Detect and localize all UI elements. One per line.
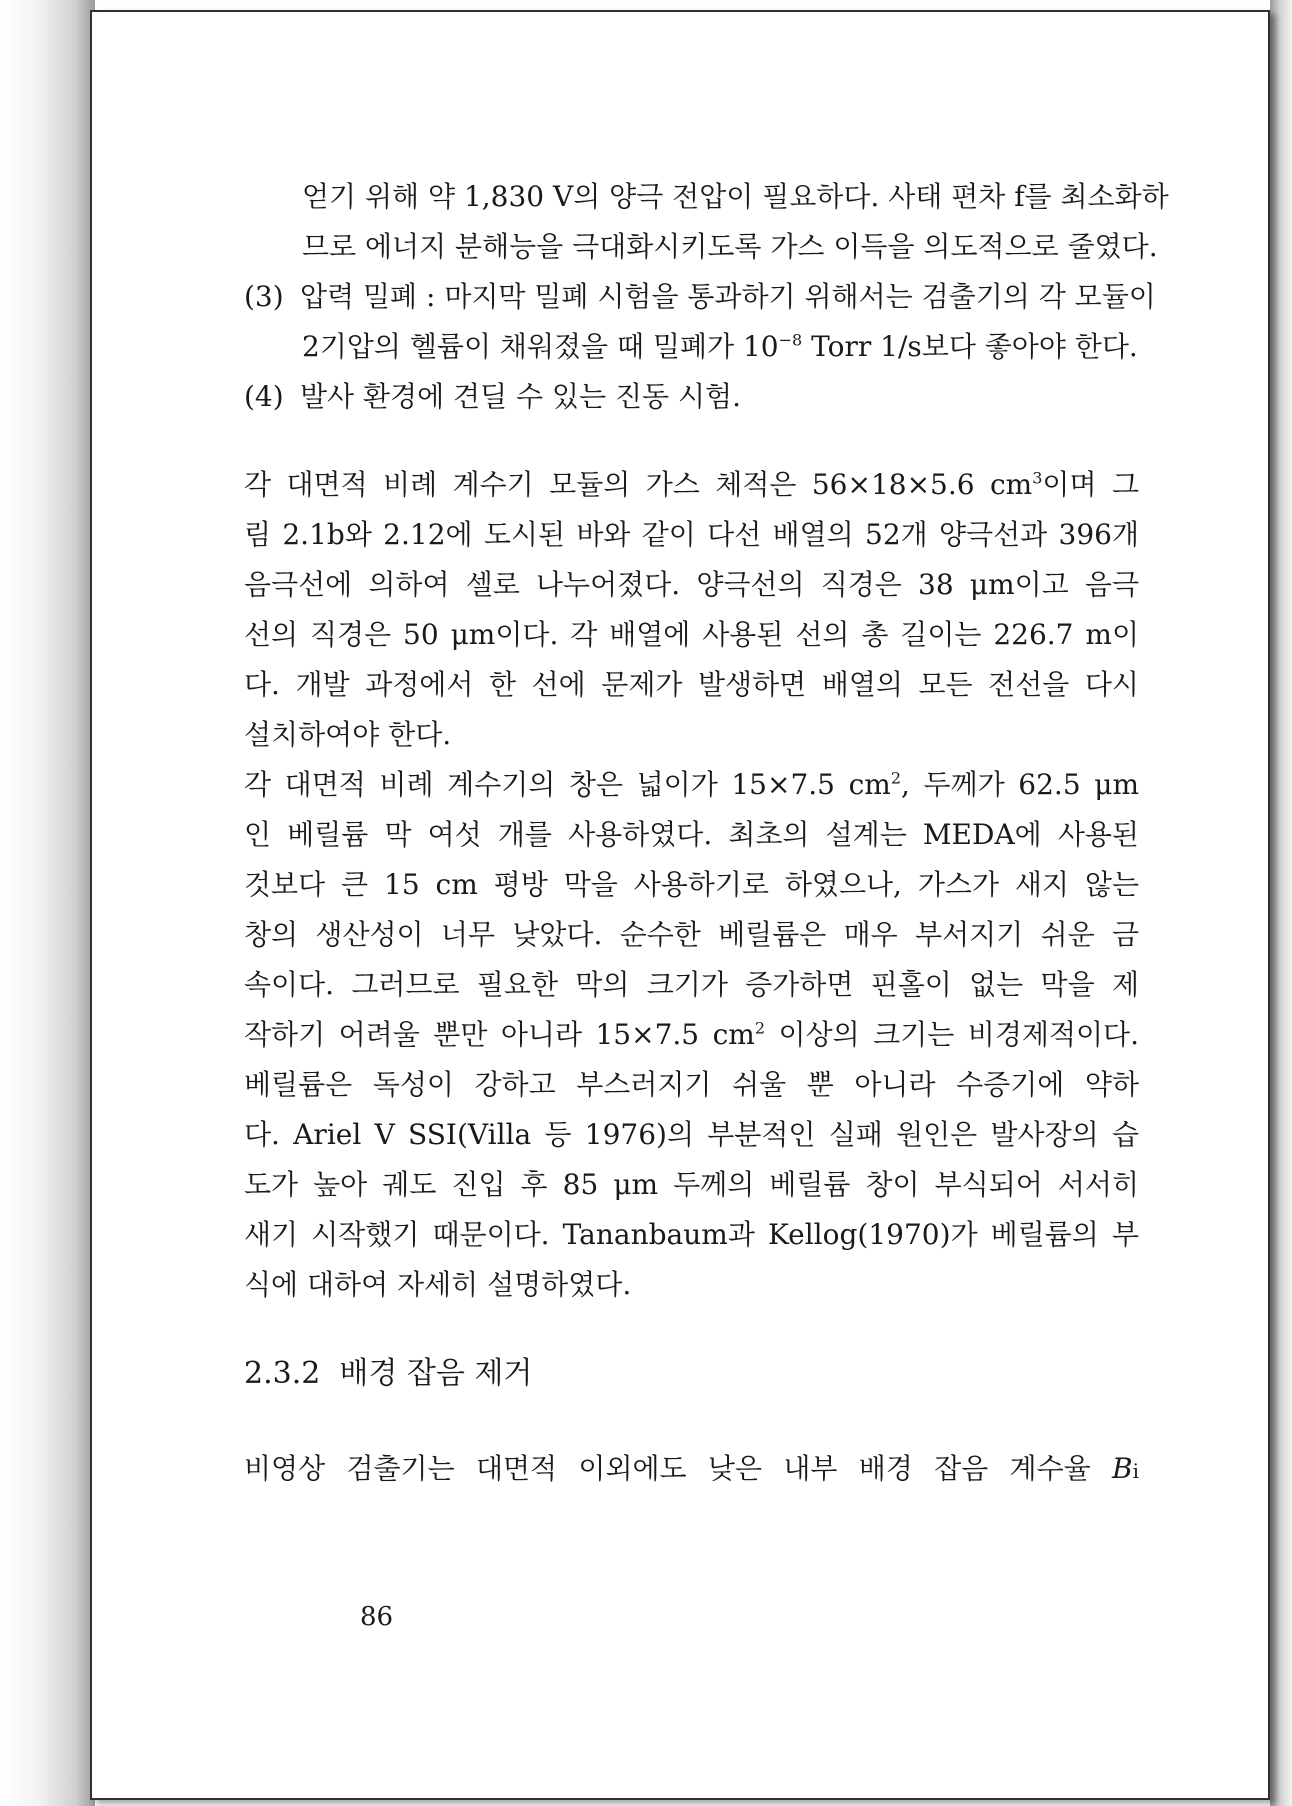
paragraph-2-line-1 [244,760,1139,810]
section-title: 배경 잡음 제거 [339,1356,533,1391]
paragraph-2-line-4: 창의 생산성이 너무 낮았다. 순수한 베릴륨은 매우 부서지기 쉬운 금 [244,918,1139,951]
paragraph-4-line-1 [244,1444,1139,1494]
exponent: 3 [1032,468,1043,488]
paragraph-1-text-b: 이며 그 [1042,468,1139,501]
list-item-3-line-2 [244,322,1139,372]
paragraph-2-text-c: 작하기 어려울 뿐만 아니라 15×7.5 cm [244,1018,755,1051]
paragraph-2-line-5: 속이다. 그러므로 필요한 막의 크기가 증가하면 핀홀이 없는 막을 제 [244,968,1139,1001]
paragraph-4-text: 비영상 검출기는 대면적 이외에도 낮은 내부 배경 잡음 계수율 [244,1452,1113,1485]
paragraph-gap [244,422,1139,460]
book-page [90,10,1270,1800]
paragraph-1-line-6: 설치하여야 한다. [244,718,452,751]
list-item-3-number: (3) [244,280,284,313]
list-item-3-line-1 [244,272,1156,322]
exponent: 2 [754,1018,766,1038]
list-continuation-line-2: 므로 에너지 분해능을 극대화시키도록 가스 이득을 의도적으로 줄였다. [302,230,1158,263]
page-stack-right-edge [1270,0,1292,1806]
paragraph-3-line-1: 베릴륨은 독성이 강하고 부스러지기 쉬울 뿐 아니라 수증기에 약하 [244,1068,1139,1101]
paragraph-2-line-6 [244,1010,1139,1060]
paragraph-2-line-2: 인 베릴륨 막 여섯 개를 사용하였다. 최초의 설계는 MEDA에 사용된 [244,818,1139,851]
section-heading [244,1344,1139,1404]
paragraph-2-text-d: 이상의 크기는 비경제적이다. [765,1018,1139,1051]
paragraph-1-line-1 [244,460,1139,510]
list-item-4 [244,372,1139,422]
subscript: i [1132,1459,1139,1483]
paragraph-1-line-4: 선의 직경은 50 μm이다. 각 배열에 사용된 선의 총 길이는 226.7 m이 [244,618,1139,651]
list-item-3-text-3: Torr 1/s보다 좋아야 한다. [802,330,1138,363]
paragraph-1-line-2: 림 2.1b와 2.12에 도시된 바와 같이 다선 배열의 52개 양극선과 396개 [244,518,1139,551]
section-number: 2.3.2 [244,1356,321,1391]
paragraph-3-line-3: 도가 높아 궤도 진입 후 85 μm 두께의 베릴륨 창이 부식되어 서서히 [244,1168,1139,1201]
variable-b: B [1112,1452,1133,1485]
list-item-3-text-2: 2기압의 헬륨이 채워졌을 때 밀폐가 10 [302,330,779,363]
paragraph-3-line-4: 새기 시작했기 때문이다. Tananbaum과 Kellog(1970)가 베릴륨의 부 [244,1218,1139,1251]
exponent: −8 [778,330,803,350]
paragraph-1-text: 각 대면적 비례 계수기 모듈의 가스 체적은 56×18×5.6 cm [244,468,1033,501]
list-item-3-text: 압력 밀폐 : 마지막 밀폐 시험을 통과하기 위해서는 검출기의 각 모듈이 [300,280,1156,313]
paragraph-2-line-3: 것보다 큰 15 cm 평방 막을 사용하기로 하였으나, 가스가 새지 않는 [244,868,1139,901]
paragraph-2-text: 각 대면적 비례 계수기의 창은 넓이가 15×7.5 cm [244,768,891,801]
paragraph-3-line-2: 다. Ariel V SSI(Villa 등 1976)의 부분적인 실패 원인은 발사장의 습 [244,1118,1139,1151]
exponent: 2 [890,768,902,788]
list-item-4-number: (4) [244,380,284,413]
list-continuation-line-1: 얻기 위해 약 1,830 V의 양극 전압이 필요하다. 사태 편차 f를 최소화하 [302,180,1169,213]
paragraph-1-line-3: 음극선에 의하여 셀로 나누어졌다. 양극선의 직경은 38 μm이고 음극 [244,568,1139,601]
page-content [244,172,1169,1494]
page-number: 86 [360,1602,394,1632]
list-item-4-text: 발사 환경에 견딜 수 있는 진동 시험. [300,380,741,413]
paragraph-1-line-5: 다. 개발 과정에서 한 선에 문제가 발생하면 배열의 모든 전선을 다시 [244,668,1139,701]
paragraph-3-line-5: 식에 대하여 자세히 설명하였다. [244,1268,632,1301]
page-stack-left-edge [0,0,95,1806]
paragraph-2-text-b: , 두께가 62.5 μm [901,768,1139,801]
